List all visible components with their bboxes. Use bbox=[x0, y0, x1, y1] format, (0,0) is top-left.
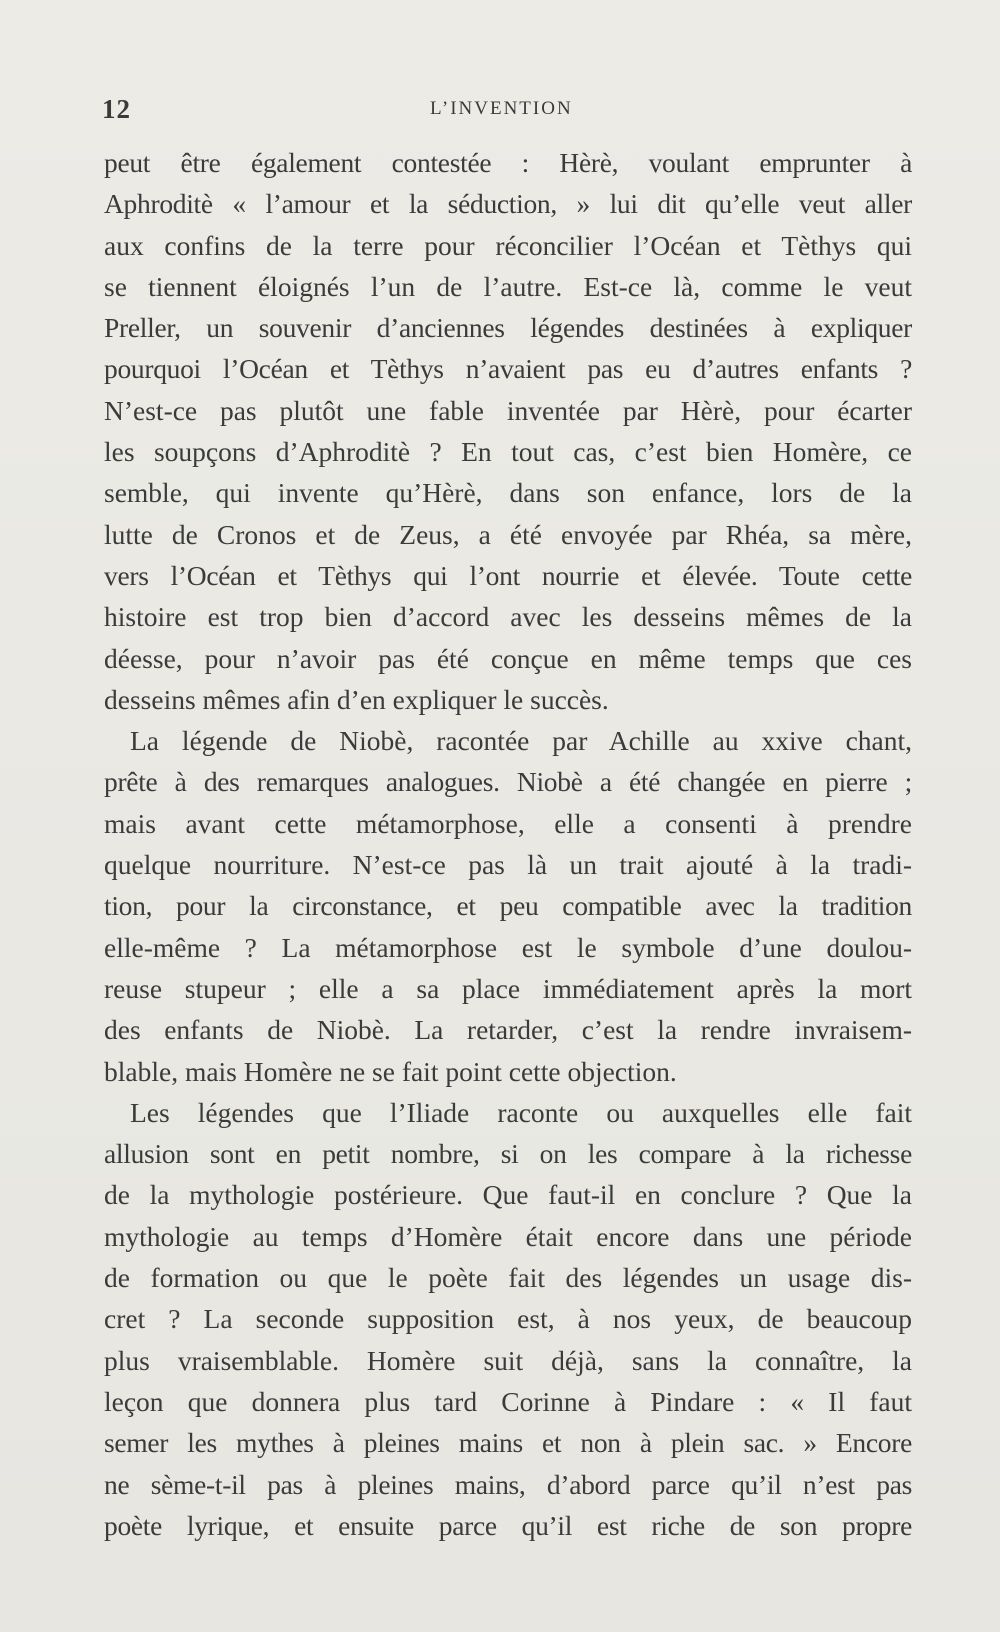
text-line: allusion sont en petit nombre, si on les compare à la richesse bbox=[104, 1138, 912, 1170]
text-line: cret ? La seconde supposition est, à nos yeux, de beaucoup bbox=[104, 1303, 912, 1335]
text-line: mythologie au temps d’Homère était encore dans une période bbox=[104, 1220, 912, 1252]
body-text bbox=[104, 142, 912, 1546]
text-line: semble, qui invente qu’Hèrè, dans son enfance, lors de la bbox=[104, 477, 912, 509]
text-line: blable, mais Homère ne se fait point cette objection. bbox=[104, 1055, 677, 1087]
text-line: pourquoi l’Océan et Tèthys n’avaient pas eu d’autres enfants ? bbox=[104, 353, 912, 385]
text-line: elle-même ? La métamorphose est le symbole d’une doulou- bbox=[104, 931, 912, 963]
running-title: L’INVENTION bbox=[430, 98, 573, 119]
text-line: N’est-ce pas plutôt une fable inventée par Hèrè, pour écarter bbox=[104, 394, 912, 426]
text-line: leçon que donnera plus tard Corinne à Pindare : « Il faut bbox=[104, 1385, 912, 1417]
text-line: histoire est trop bien d’accord avec les desseins mêmes de la bbox=[104, 601, 912, 633]
text-line: les soupçons d’Aphroditè ? En tout cas, c’est bien Homère, ce bbox=[104, 436, 912, 468]
text-line: vers l’Océan et Tèthys qui l’ont nourrie et élevée. Toute cette bbox=[104, 559, 912, 591]
text-line: Les légendes que l’Iliade raconte ou auxquelles elle fait bbox=[130, 1096, 912, 1128]
text-line: prête à des remarques analogues. Niobè a été changée en pierre ; bbox=[104, 766, 912, 798]
text-line: semer les mythes à pleines mains et non à plein sac. » Encore bbox=[104, 1427, 912, 1459]
text-line: peut être également contestée : Hèrè, voulant emprunter à bbox=[104, 147, 912, 178]
text-line: tion, pour la circonstance, et peu compatible avec la tradition bbox=[104, 890, 912, 922]
text-line: poète lyrique, et ensuite parce qu’il est riche de son propre bbox=[104, 1509, 912, 1541]
text-line: quelque nourriture. N’est-ce pas là un trait ajouté à la tradi- bbox=[104, 849, 912, 881]
page-number: 12 bbox=[102, 94, 131, 124]
text-line: reuse stupeur ; elle a sa place immédiatement après la mort bbox=[104, 972, 912, 1004]
text-line: Preller, un souvenir d’anciennes légendes destinées à expliquer bbox=[104, 312, 912, 344]
text-line: aux confins de la terre pour réconcilier l’Océan et Tèthys qui bbox=[104, 229, 912, 261]
text-line: se tiennent éloignés l’un de l’autre. Est-ce là, comme le veut bbox=[104, 270, 912, 302]
text-line: desseins mêmes afin d’en expliquer le succès. bbox=[104, 683, 609, 715]
text-line: plus vraisemblable. Homère suit déjà, sans la connaître, la bbox=[104, 1344, 912, 1376]
text-line: mais avant cette métamorphose, elle a consenti à prendre bbox=[104, 807, 912, 839]
text-line: ne sème-t-il pas à pleines mains, d’abord parce qu’il n’est pas bbox=[104, 1468, 912, 1500]
text-line: lutte de Cronos et de Zeus, a été envoyée par Rhéa, sa mère, bbox=[104, 518, 912, 550]
page-header bbox=[102, 94, 912, 134]
text-line: Aphroditè « l’amour et la séduction, » lui dit qu’elle veut aller bbox=[104, 188, 912, 220]
text-line: de formation ou que le poète fait des légendes un usage dis- bbox=[104, 1262, 912, 1294]
text-line: La légende de Niobè, racontée par Achille au xxive chant, bbox=[130, 725, 912, 757]
text-line: déesse, pour n’avoir pas été conçue en même temps que ces bbox=[104, 642, 912, 674]
text-line: des enfants de Niobè. La retarder, c’est la rendre invraisem- bbox=[104, 1014, 912, 1046]
text-line: de la mythologie postérieure. Que faut-il en conclure ? Que la bbox=[104, 1179, 912, 1211]
